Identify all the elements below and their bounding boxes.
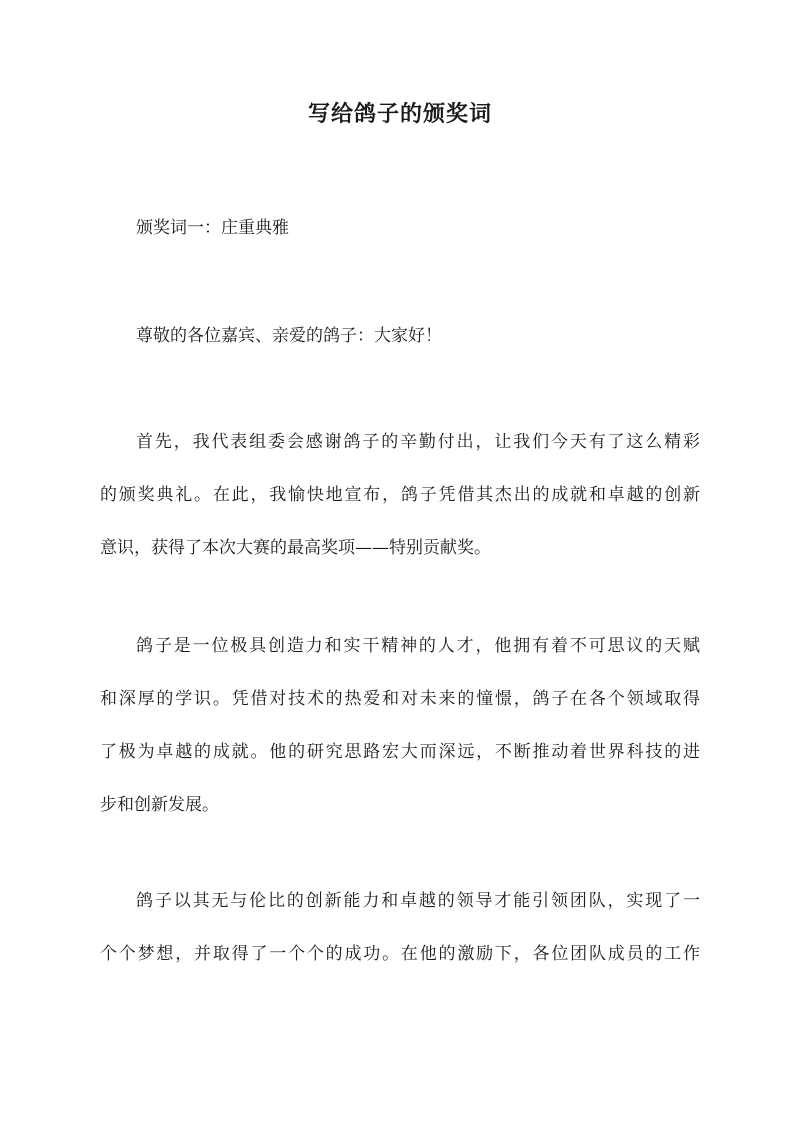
paragraph-line: 鸽子是一位极具创造力和实干精神的人才，他拥有着不可思议的天赋 bbox=[136, 636, 700, 656]
paragraph-line: 的颁奖典礼。在此，我愉快地宣布，鸽子凭借其杰出的成就和卓越的创新 bbox=[100, 485, 700, 505]
greeting-line: 尊敬的各位嘉宾、亲爱的鸽子：大家好！ bbox=[136, 326, 442, 346]
paragraph-line: 和深厚的学识。凭借对技术的热爱和对未来的憧憬，鸽子在各个领域取得 bbox=[100, 689, 700, 709]
paragraph-line: 意识，获得了本次大赛的最高奖项——特别贡献奖。 bbox=[100, 538, 491, 558]
paragraph-line: 个个梦想，并取得了一个个的成功。在他的激励下，各位团队成员的工作 bbox=[100, 944, 700, 964]
document-title: 写给鸽子的颁奖词 bbox=[307, 101, 492, 127]
paragraph-line: 鸽子以其无与伦比的创新能力和卓越的领导才能引领团队，实现了一 bbox=[136, 891, 700, 911]
section-heading: 颁奖词一：庄重典雅 bbox=[136, 218, 289, 238]
paragraph-line: 首先，我代表组委会感谢鸽子的辛勤付出，让我们今天有了这么精彩 bbox=[136, 432, 700, 452]
paragraph-line: 了极为卓越的成就。他的研究思路宏大而深远，不断推动着世界科技的进 bbox=[100, 742, 700, 762]
paragraph-line: 步和创新发展。 bbox=[100, 795, 219, 815]
